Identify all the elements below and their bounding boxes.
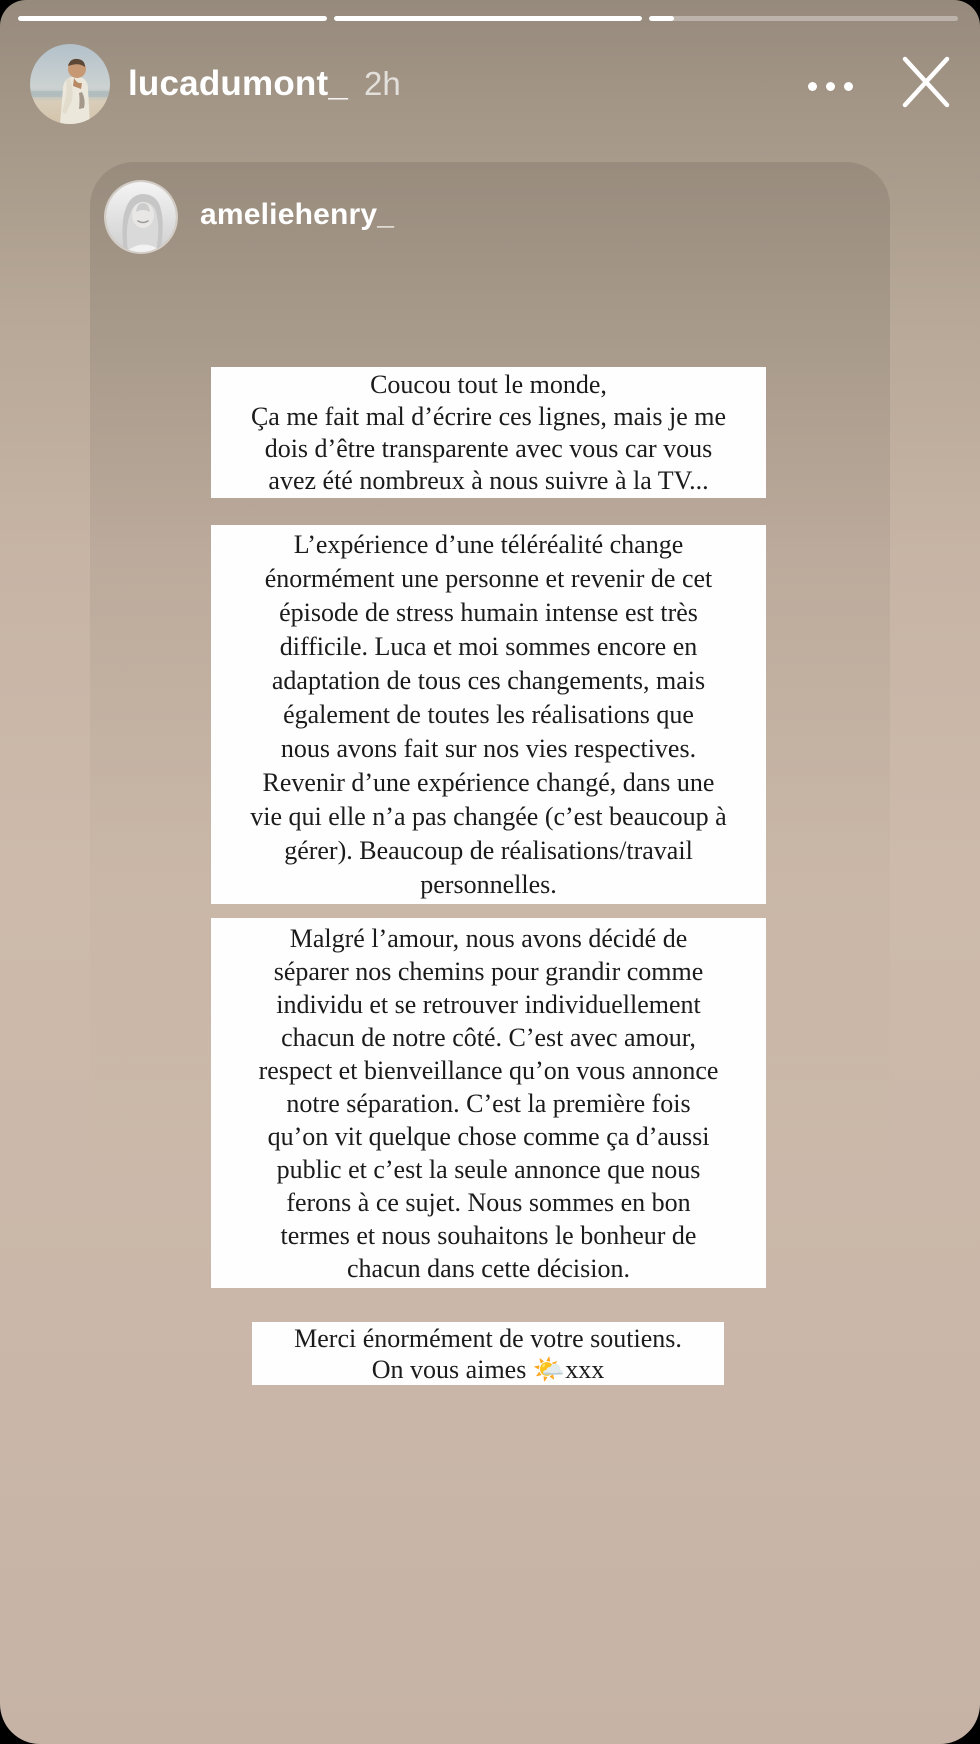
story-text-line: dois d’être transparente avec vous car vous bbox=[264, 433, 713, 463]
progress-segment bbox=[334, 16, 643, 21]
story-text-line: ferons à ce sujet. Nous sommes en bon bbox=[286, 1187, 691, 1217]
story-text-line: notre séparation. C’est la première fois bbox=[286, 1088, 691, 1118]
story-text-line: Coucou tout le monde, bbox=[370, 369, 607, 399]
story-text-line: énormément une personne et revenir de cet bbox=[264, 563, 713, 593]
close-button[interactable] bbox=[894, 50, 958, 114]
story-text-line: personnelles. bbox=[420, 869, 557, 899]
story-text-line: Revenir d’une expérience changé, dans une bbox=[262, 767, 715, 797]
progress-segment-fill bbox=[649, 16, 674, 21]
more-icon bbox=[808, 82, 817, 91]
story-text-line: difficile. Luca et moi sommes encore en bbox=[279, 631, 698, 661]
profile-photo-luca bbox=[30, 44, 110, 124]
story-text-line: adaptation de tous ces changements, mais bbox=[271, 665, 706, 695]
story-header bbox=[128, 58, 401, 110]
story-text-line: Ça me fait mal d’écrire ces lignes, mais je me bbox=[250, 401, 727, 431]
progress-segment-fill bbox=[334, 16, 643, 21]
story-text-line: chacun de notre côté. C’est avec amour, bbox=[281, 1022, 696, 1052]
story-text-box bbox=[252, 1322, 724, 1385]
story-text-box bbox=[211, 367, 766, 498]
avatar[interactable] bbox=[106, 182, 176, 252]
story-text-line: gérer). Beaucoup de réalisations/travail bbox=[284, 835, 693, 865]
story-timestamp: 2h bbox=[364, 65, 401, 102]
story-text-line: avez été nombreux à nous suivre à la TV... bbox=[268, 465, 709, 495]
story-text-line: épisode de stress humain intense est très bbox=[279, 597, 698, 627]
embedded-story-username[interactable]: ameliehenry_ bbox=[200, 198, 395, 231]
story-text-line: On vous aimes 🌤️xxx bbox=[371, 1354, 605, 1384]
profile-photo-amelie bbox=[106, 182, 176, 252]
story-text-box bbox=[211, 918, 766, 1288]
story-text-line: respect et bienveillance qu’on vous annonce bbox=[258, 1055, 719, 1085]
story-text-line: L’expérience d’une téléréalité change bbox=[293, 529, 684, 559]
story-progress-bar bbox=[18, 16, 958, 21]
avatar[interactable] bbox=[30, 44, 110, 124]
story-text-line: vie qui elle n’a pas changée (c’est beaucoup à bbox=[250, 801, 727, 831]
more-icon bbox=[826, 82, 835, 91]
story-text-line: nous avons fait sur nos vies respectives. bbox=[280, 733, 697, 763]
close-icon bbox=[899, 55, 953, 109]
story-text-line: qu’on vit quelque chose comme ça d’aussi bbox=[267, 1121, 710, 1151]
story-text-line: également de toutes les réalisations que bbox=[283, 699, 694, 729]
embedded-story-card[interactable] bbox=[90, 162, 890, 1442]
story-text-line: Malgré l’amour, nous avons décidé de bbox=[289, 923, 688, 953]
story-text-line: Merci énormément de votre soutiens. bbox=[294, 1323, 682, 1353]
story-username[interactable]: lucadumont_ bbox=[128, 64, 348, 103]
story-text-line: individu et se retrouver individuellement bbox=[276, 989, 701, 1019]
more-icon bbox=[844, 82, 853, 91]
story-text-box bbox=[211, 525, 766, 904]
progress-segment bbox=[649, 16, 958, 21]
story-text-line: public et c’est la seule annonce que nous bbox=[276, 1154, 701, 1184]
story-text-line: termes et nous souhaitons le bonheur de bbox=[280, 1220, 697, 1250]
story-text-line: séparer nos chemins pour grandir comme bbox=[273, 956, 704, 986]
story-text-line: chacun dans cette décision. bbox=[347, 1253, 630, 1283]
more-options-button[interactable] bbox=[798, 66, 862, 106]
progress-segment-fill bbox=[18, 16, 327, 21]
progress-segment bbox=[18, 16, 327, 21]
